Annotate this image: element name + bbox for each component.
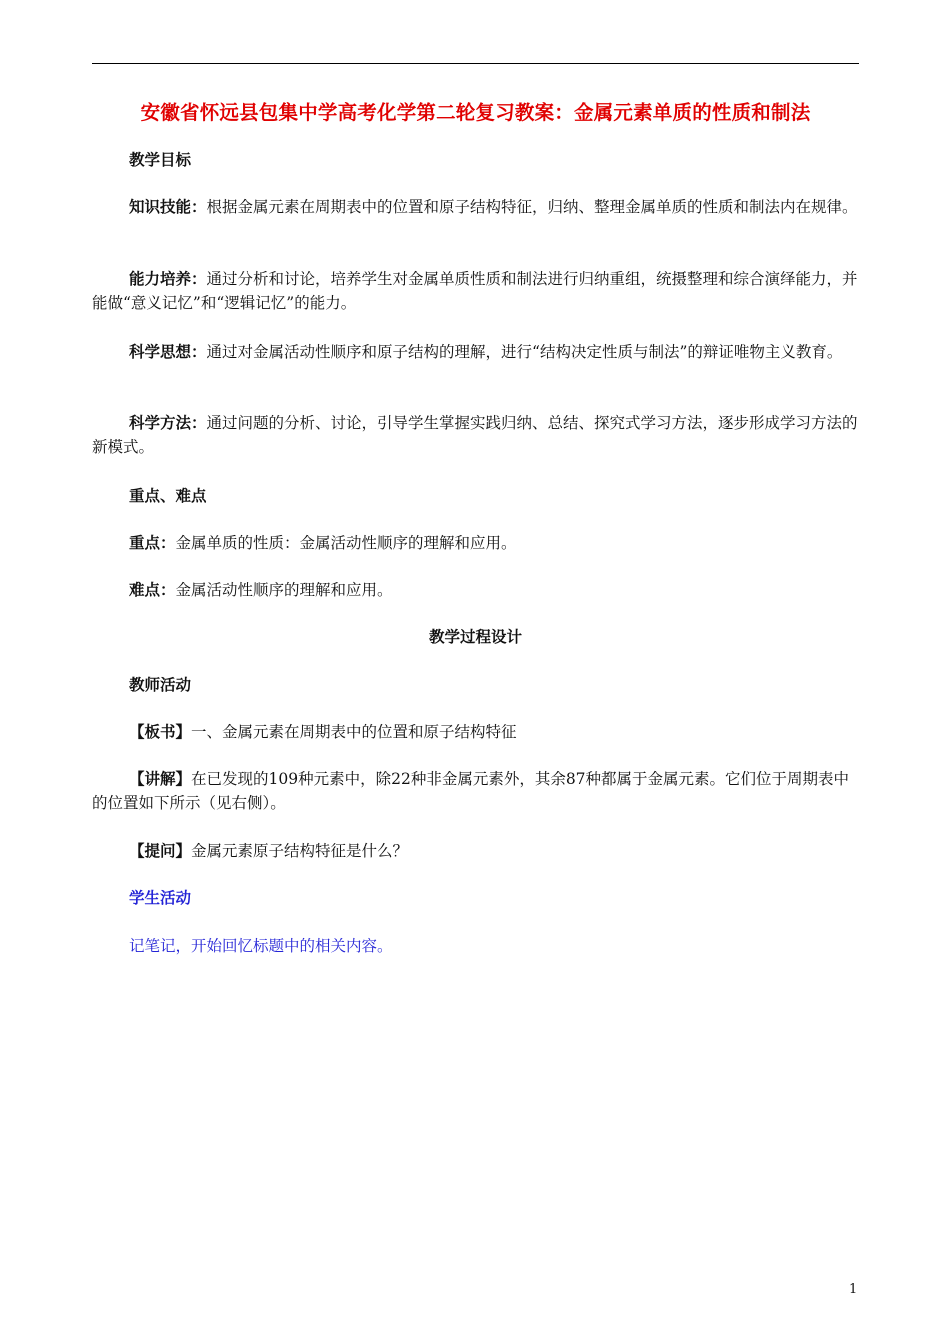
- thinking-label: 科学思想：: [129, 343, 207, 361]
- page-title: 安徽省怀远县包集中学高考化学第二轮复习教案：金属元素单质的性质和制法: [140, 101, 811, 124]
- student-text: 记笔记，开始回忆标题中的相关内容。: [129, 937, 393, 955]
- method-label: 科学方法：: [129, 414, 207, 432]
- goals-heading: 教学目标: [129, 151, 192, 169]
- ability-label: 能力培养：: [129, 270, 207, 288]
- board-text: 一、金属元素在周期表中的位置和原子结构特征: [191, 723, 517, 741]
- question-text: 金属元素原子结构特征是什么？: [191, 842, 409, 860]
- keypoints-heading: 重点、难点: [129, 487, 207, 505]
- question-label: 【提问】: [129, 842, 192, 860]
- method-paragraph: [92, 411, 859, 459]
- header-rule: [92, 63, 859, 64]
- teacher-heading: 教师活动: [129, 676, 192, 694]
- explain-paragraph: [92, 767, 859, 815]
- knowledge-label: 知识技能：: [129, 198, 207, 216]
- process-heading: 教学过程设计: [428, 628, 522, 646]
- knowledge-paragraph: [92, 195, 859, 219]
- ability-paragraph: [92, 267, 859, 315]
- board-label: 【板书】: [129, 723, 192, 741]
- explain-label: 【讲解】: [129, 770, 192, 788]
- difficulty-label: 难点：: [129, 581, 176, 599]
- key-text: 金属单质的性质：金属活动性顺序的理解和应用。: [175, 534, 517, 552]
- key-paragraph: [92, 531, 859, 555]
- difficulty-paragraph: [92, 578, 859, 602]
- student-heading: 学生活动: [129, 889, 192, 907]
- thinking-text: 通过对金属活动性顺序和原子结构的理解，进行“结构决定性质与制法”的辩证唯物主义教育。: [206, 343, 843, 361]
- method-text: 通过问题的分析、讨论，引导学生掌握实践归纳、总结、探究式学习方法，逐步形成学习方法的新模式。: [92, 414, 858, 456]
- key-label: 重点：: [129, 534, 176, 552]
- explain-text: 在已发现的109种元素中，除22种非金属元素外，其余87种都属于金属元素。它们位于周期表中的位置如下所示（见右侧）。: [92, 770, 850, 812]
- board-paragraph: [92, 720, 859, 744]
- thinking-paragraph: [92, 340, 859, 364]
- question-paragraph: [92, 839, 859, 863]
- knowledge-text: 根据金属元素在周期表中的位置和原子结构特征，归纳、整理金属单质的性质和制法内在规律。: [206, 198, 858, 216]
- ability-text: 通过分析和讨论，培养学生对金属单质性质和制法进行归纳重组，统摄整理和综合演绎能力，并能做“意义记忆”和“逻辑记忆”的能力。: [92, 270, 858, 312]
- page-number: 1: [849, 1282, 858, 1297]
- difficulty-text: 金属活动性顺序的理解和应用。: [175, 581, 393, 599]
